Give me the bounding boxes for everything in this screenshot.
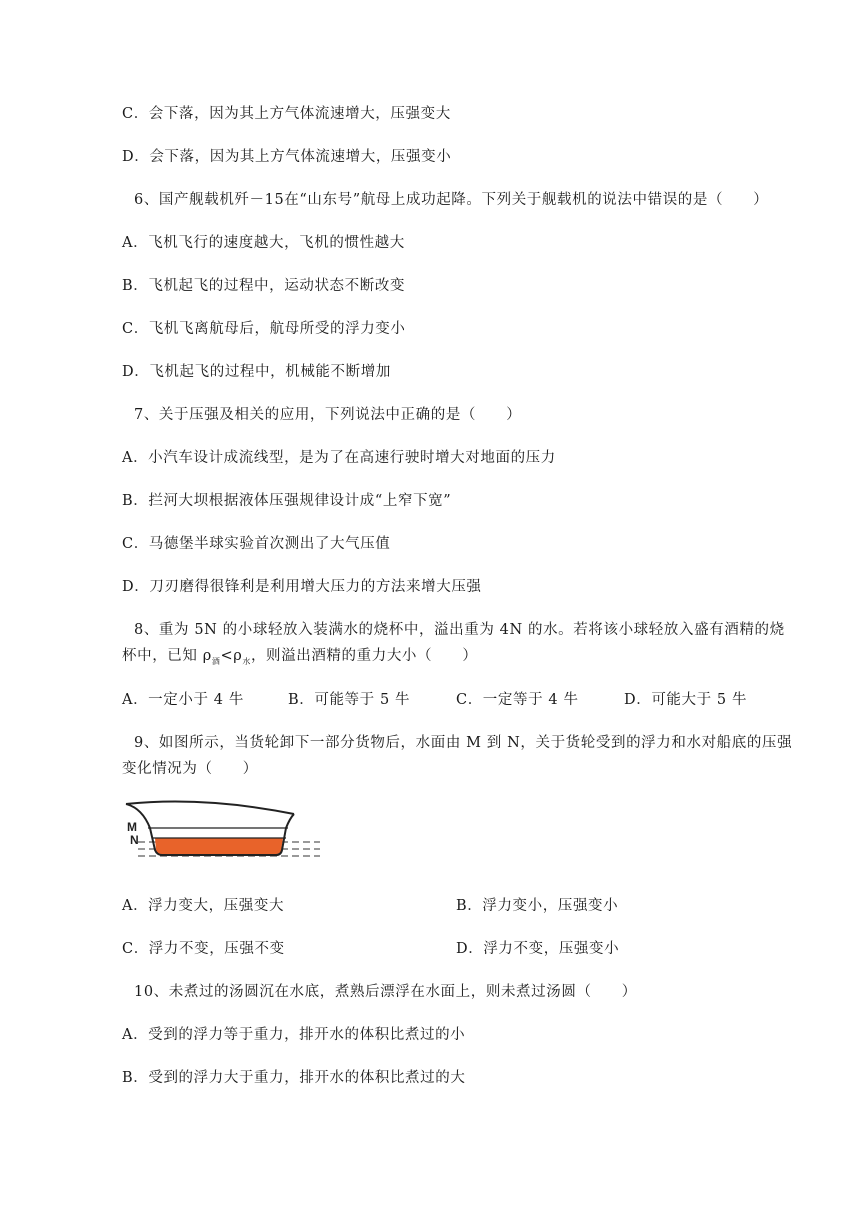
q7-option-b: B．拦河大坝根据液体压强规律设计成“上窄下宽” <box>122 493 452 509</box>
q8-stem-line1: 8、重为 5N 的小球轻放入装满水的烧杯中，溢出重为 4N 的水。若将该小球轻放入盛有酒精的烧 <box>134 622 785 638</box>
q8-stem-text-b: <ρ <box>220 648 243 664</box>
q7-stem: 7、关于压强及相关的应用，下列说法中正确的是（ ） <box>134 407 522 423</box>
submerged-hull <box>155 838 283 854</box>
q9-option-d: D．浮力不变，压强变小 <box>456 941 620 957</box>
q6-stem: 6、国产舰载机歼－15在“山东号”航母上成功起降。下列关于舰载机的说法中错误的是（ ） <box>134 192 769 208</box>
q8-options-row <box>122 690 802 710</box>
cargo-ship-figure <box>124 798 324 864</box>
q7-option-d: D．刀刃磨得很锋利是利用增大压力的方法来增大压强 <box>122 579 482 595</box>
q9-stem-line2: 变化情况为（ ） <box>122 761 258 777</box>
q7-option-c: C．马德堡半球实验首次测出了大气压值 <box>122 536 391 552</box>
label-n: N <box>130 833 139 847</box>
q5-option-c: C．会下落，因为其上方气体流速增大，压强变大 <box>122 106 451 122</box>
q9-option-c: C．浮力不变，压强不变 <box>122 941 285 957</box>
q8-subscript-water: 水 <box>242 657 251 666</box>
q8-stem-text-a: 杯中，已知 ρ <box>122 648 212 664</box>
q10-option-b: B．受到的浮力大于重力，排开水的体积比煮过的大 <box>122 1070 466 1086</box>
q8-option-b: B．可能等于 5 牛 <box>288 692 411 708</box>
q8-stem-text-c: ，则溢出酒精的重力大小（ ） <box>250 648 478 664</box>
q8-stem-line2 <box>122 646 477 668</box>
q8-subscript-alcohol: 酒 <box>211 657 221 666</box>
q8-option-d: D．可能大于 5 牛 <box>624 692 748 708</box>
q9-option-a: A．浮力变大，压强变大 <box>122 898 285 914</box>
q8-option-a: A．一定小于 4 牛 <box>122 692 244 708</box>
q8-option-c: C．一定等于 4 牛 <box>456 692 579 708</box>
q7-option-a: A．小汽车设计成流线型，是为了在高速行驶时增大对地面的压力 <box>122 450 556 466</box>
q5-option-d: D．会下落，因为其上方气体流速增大，压强变小 <box>122 149 452 165</box>
q10-stem: 10、未煮过的汤圆沉在水底，煮熟后漂浮在水面上，则未煮过汤圆（ ） <box>134 984 637 1000</box>
label-m: M <box>127 820 137 834</box>
q6-option-d: D．飞机起飞的过程中，机械能不断增加 <box>122 364 391 380</box>
q9-option-b: B．浮力变小，压强变小 <box>456 898 619 914</box>
q6-option-b: B．飞机起飞的过程中，运动状态不断改变 <box>122 278 406 294</box>
q6-option-a: A．飞机飞行的速度越大，飞机的惯性越大 <box>122 235 405 251</box>
q10-option-a: A．受到的浮力等于重力，排开水的体积比煮过的小 <box>122 1027 466 1043</box>
q9-stem-line1: 9、如图所示，当货轮卸下一部分货物后，水面由 M 到 N，关于货轮受到的浮力和水对船底的压强 <box>134 735 793 751</box>
q6-option-c: C．飞机飞离航母后，航母所受的浮力变小 <box>122 321 406 337</box>
ship-deck <box>126 802 294 814</box>
